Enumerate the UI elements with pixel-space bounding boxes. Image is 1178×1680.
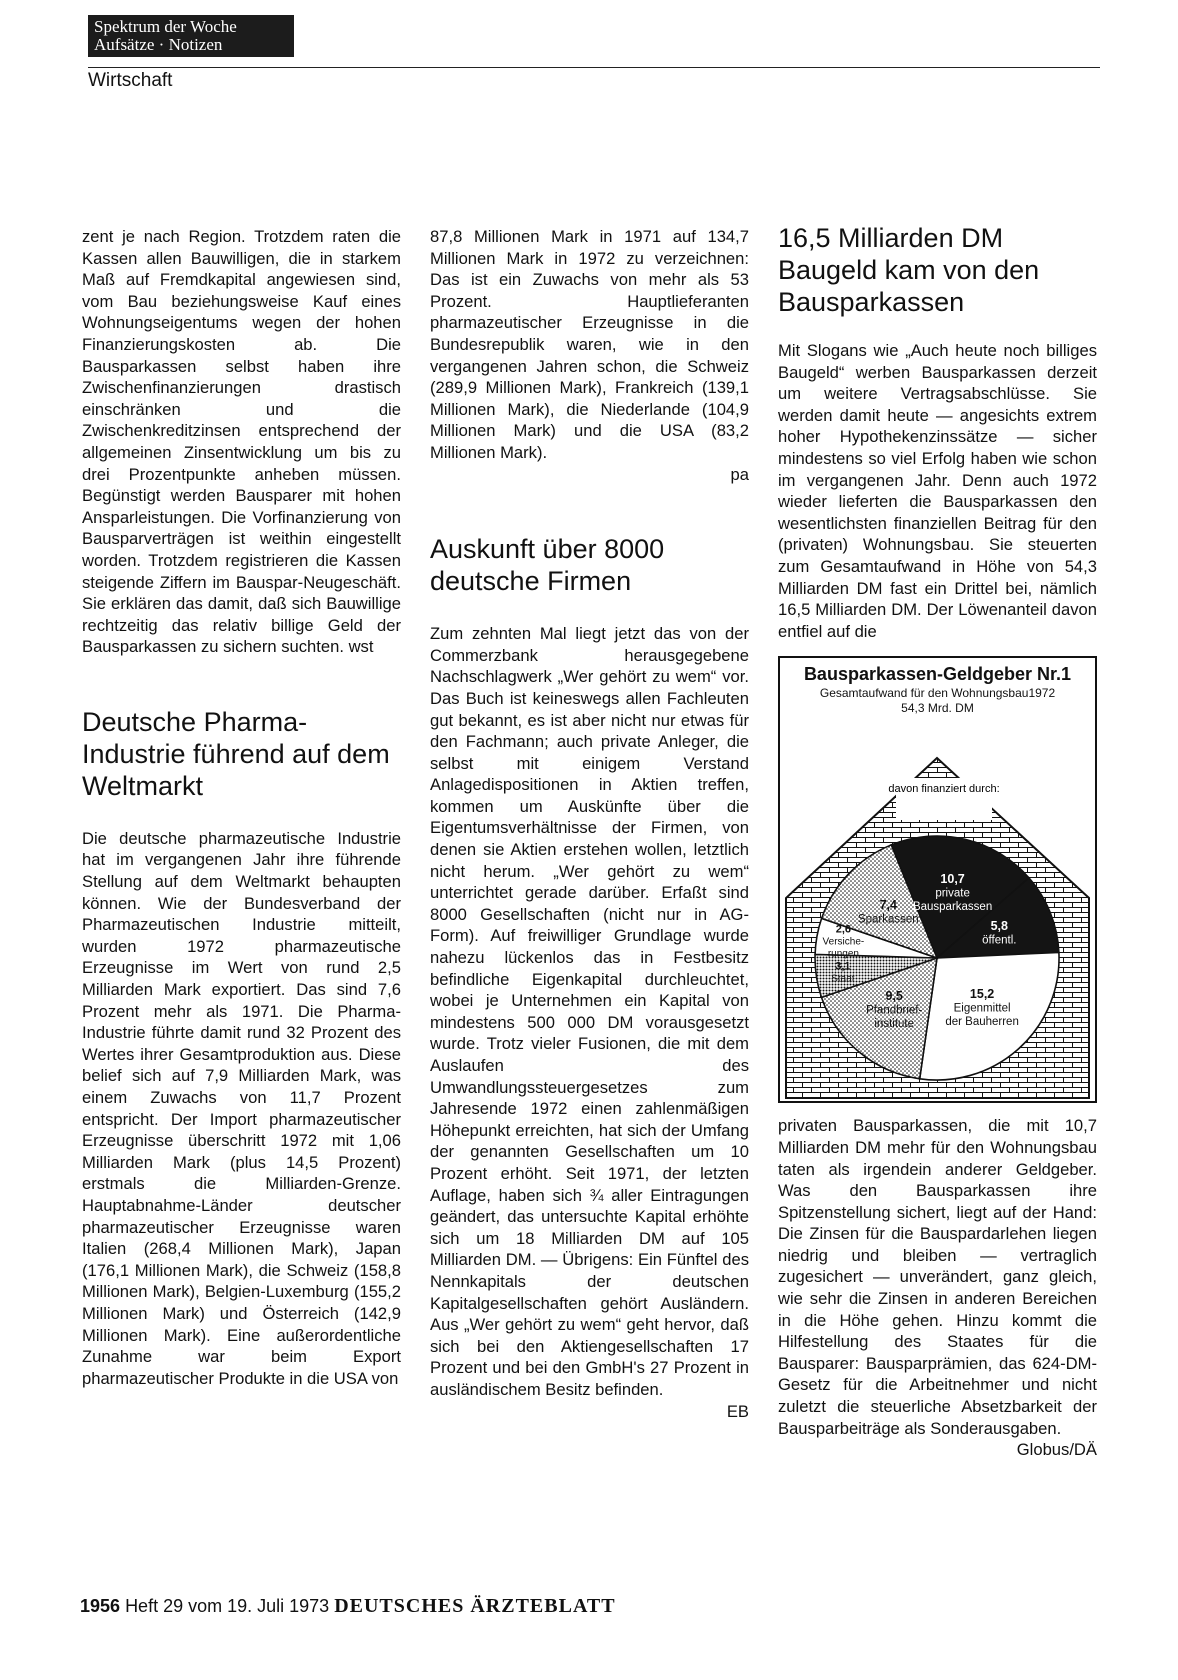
footer: [80, 1595, 616, 1618]
column-3: [778, 223, 1097, 1461]
slice-value-label: 2,6: [835, 923, 852, 936]
masthead: [88, 15, 294, 57]
column-1: [82, 226, 401, 1389]
slice-value-label: 7,4: [879, 898, 897, 913]
auskunft-text: Zum zehnten Mal liegt jetzt das von der Commerzbank herausgegebene Nachschlagwerk „Wer gehört zu wem“ vor. Das Buch ist keineswegs allen Fachleuten gut bekannt, es ist aber nicht nur etwas für den Fachmann; auch private Anleger, die selbst mit einigem Verstand Anlagedispositionen in Aktien treffen, kommen um Auskünfte über die Eigentumsverhältnisse der Firmen, von denen sie Aktien erstehen wollen, letztlich nicht herum. „Wer gehört zu wem“ unterrichtet gerade darüber. Erfaßt sind 8000 Gesellschaften (nicht nur in AG-Form). Auf freiwilliger Grundlage wurde nahezu lückenlos das in Festbesitz befindliche Eigenkapital durchleuchtet, wobei je Unternehmen ein Kapital von mindestens 500 000 DM vorausgesetzt wurde. Trotz vieler Fusionen, die mit dem Auslaufen des Umwandlungssteuergesetzes zum Jahresende 1972 einen zahlenmäßigen Höhepunkt erreichten, hat sich der Umfang der genannten Gesellschaften um 10 Prozent erhöht. Seit 1971, der letzten Auflage, haben sich ¾ aller Eintragungen geändert, das untersuchte Kapital erhöhte sich um 18 Milliarden DM auf 105 Milliarden DM. — Übrigens: Ein Fünftel des Nennkapitals der deutschen Kapitalgesellschaften gehört Ausländern. Aus „Wer gehört zu wem“ geht hervor, daß sich bei den Aktiengesellschaften 17 Prozent und bei den GmbH's 27 Prozent in ausländischem Besitz befinden.: [430, 624, 749, 1399]
slice-category-label: Pfandbrief-: [866, 1004, 923, 1017]
masthead-line2: Aufsätze · Notizen: [94, 35, 223, 54]
issue-info: Heft 29 vom 19. Juli 1973: [125, 1596, 330, 1616]
pharma-headline: Deutsche Pharma-Industrie führend auf dem Weltmarkt: [82, 706, 390, 801]
page-number: 1956: [80, 1596, 121, 1616]
baugeld-text-cont: privaten Bausparkassen, die mit 10,7 Milliarden DM mehr für den Wohnungsbau taten als irgendein anderer Geldgeber. Was den Bausparkassen ihre Spitzenstellung sichert, liegt auf der Hand: Die Zinsen für die Bauspardarlehen liegen niedrig und bleiben — vertraglich zugesichert — unverändert, ganz gleich, wie sehr die Zinsen in anderen Bereichen in die Höhe gehen. Hinzu kommt die Hilfestellung des Staates für die Bausparer: Bausparprämien, das 624-DM-Gesetz für die Arbeitnehmer und nicht zuletzt die steuerliche Absetzbarkeit der Bausparbeiträge als Sonderausgaben.: [778, 1116, 1097, 1438]
annotation-text: davon finanziert durch:: [888, 783, 1000, 796]
slice-category-label: Sparkassen: [857, 913, 919, 926]
header-rule: [88, 67, 1100, 68]
slice-category-label: öffentl.: [982, 934, 1017, 947]
pharma-text: Die deutsche pharmazeutische Industrie hat im vergangenen Jahr ihre führende Stellung auf dem Weltmarkt behaupten können. Wie der Bundesverband der Pharmazeutischen Industrie mitteilt, wurden 1972 pharmazeutische Erzeugnisse im Wert von rund 2,5 Milliarden Mark exportiert. Das sind 7,6 Prozent mehr als 1971. Die Pharma-Industrie führte damit rund 32 Prozent des Wertes ihrer Gesamtproduktion aus. Diese belief sich auf 7,9 Milliarden Mark, was einem Zuwachs von 11,7 Prozent entspricht. Der Import pharmazeutischer Erzeugnisse überschritt 1972 mit 1,06 Milliarden Mark (plus 14,5 Prozent) erstmals die Milliarden-Grenze. Hauptabnahme-Länder deutscher pharmazeutischer Erzeugnisse waren Italien (268,4 Millionen Mark), Japan (176,1 Millionen Mark), die Schweiz (158,8 Millionen Mark), Belgien-Luxemburg (155,2 Millionen Mark) und Österreich (142,9 Millionen Mark). Eine außerordentliche Zunahme war beim Export pharmazeutischer Produkte in die USA von: [82, 828, 401, 1388]
slice-category-label: private: [935, 887, 970, 900]
baugeld-text: Mit Slogans wie „Auch heute noch billiges Baugeld“ werben Bausparkassen derzeit um weitere Vertragsabschlüsse. Sie werden damit heute — angesichts extrem hoher Hypothekenzinssätze — sicher mindestens so viel Erfolg haben wie schon im vergangenen Jahr. Denn auch 1972 wieder lieferten die Bausparkassen den wesentlichsten finanziellen Beitrag für den (privaten) Wohnungsbau. Sie steuerten zum Gesamtaufwand in Höhe von 54,3 Milliarden DM fast ein Drittel bei, nämlich 16,5 Milliarden DM. Der Löwenanteil davon entfiel auf die: [778, 341, 1097, 641]
slice-category-label: Bausparkassen: [912, 901, 993, 914]
bauspar-intro-text: zent je nach Region. Trotzdem raten die Kassen allen Bauwilligen, die in starkem Maß auf Fremdkapital angewiesen sind, vom Bau beziehungsweise Kauf eines Wohnungseigentums wegen der hohen Finanzierungskosten ab. Die Bausparkassen selbst haben ihre Zwischenfinanzierungen drastisch einschränken und die Zwischenkreditzinsen entsprechend der allgemeinen Zinsentwicklung um bis zu drei Prozentpunkte anheben müssen. Begünstigt werden Bausparer mit hohen Ansparleistungen. Die Vorfinanzierung von Bausparverträgen ist weithin eingestellt worden. Trotzdem registrieren die Kassen steigende Ziffern im Bauspar-Neugeschäft. Sie erklären das damit, daß sich Bauwillige rechtzeitig das relativ billige Geld der Bausparkassen zu sichern suchten. wst: [82, 227, 401, 657]
slice-value-label: 3,1: [835, 960, 851, 973]
slice-value-label: 9,5: [885, 989, 903, 1004]
chart-subtitle: Gesamtaufwand für den Wohnungsbau1972: [819, 685, 1056, 700]
auskunft-sign: EB: [726, 1401, 749, 1421]
pie-chart: [780, 722, 1095, 1101]
chart-box: [778, 656, 1097, 1103]
slice-category-label: rungen: [827, 948, 859, 960]
slice-category-label: Versiche-: [822, 936, 865, 948]
section-label: Wirtschaft: [88, 70, 173, 91]
slice-value-label: 15,2: [969, 987, 995, 1002]
baugeld-sign: Globus/DÄ: [1016, 1440, 1097, 1460]
baugeld-headline: 16,5 Milliarden DM Baugeld kam von den Bausparkassen: [778, 223, 1040, 317]
slice-category-label: institute: [874, 1018, 915, 1031]
slice-category-label: Staat: [831, 973, 855, 985]
masthead-line1: Spektrum der Woche: [94, 17, 237, 36]
auskunft-headline: Auskunft über 8000 deutsche Firmen: [430, 534, 665, 597]
slice-category-label: Eigenmittel: [953, 1002, 1011, 1015]
slice-value-label: 10,7: [940, 872, 965, 887]
chart-total: 54,3 Mrd. DM: [901, 700, 974, 715]
slice-category-label: der Bauherren: [945, 1016, 1019, 1029]
slice-value-label: 5,8: [990, 919, 1008, 934]
pharma-sign: pa: [730, 464, 749, 484]
pharma-text-cont: 87,8 Millionen Mark in 1971 auf 134,7 Millionen Mark in 1972 zu verzeichnen: Das ist ein Zuwachs von mehr als 53 Prozent. Hauptlieferanten pharmazeutischer Erzeugnisse in die Bundesrepublik waren, wie in den vergangenen Jahren schon, die Schweiz (289,9 Millionen Mark), Frankreich (139,1 Millionen Mark), die Niederlande (104,9 Millionen Mark) und die USA (83,2 Millionen Mark).: [430, 227, 749, 462]
publication-name: DEUTSCHES ÄRZTEBLATT: [334, 1595, 616, 1617]
column-2: [430, 226, 749, 1422]
chart-title: Bausparkassen-Geldgeber Nr.1: [803, 664, 1072, 685]
